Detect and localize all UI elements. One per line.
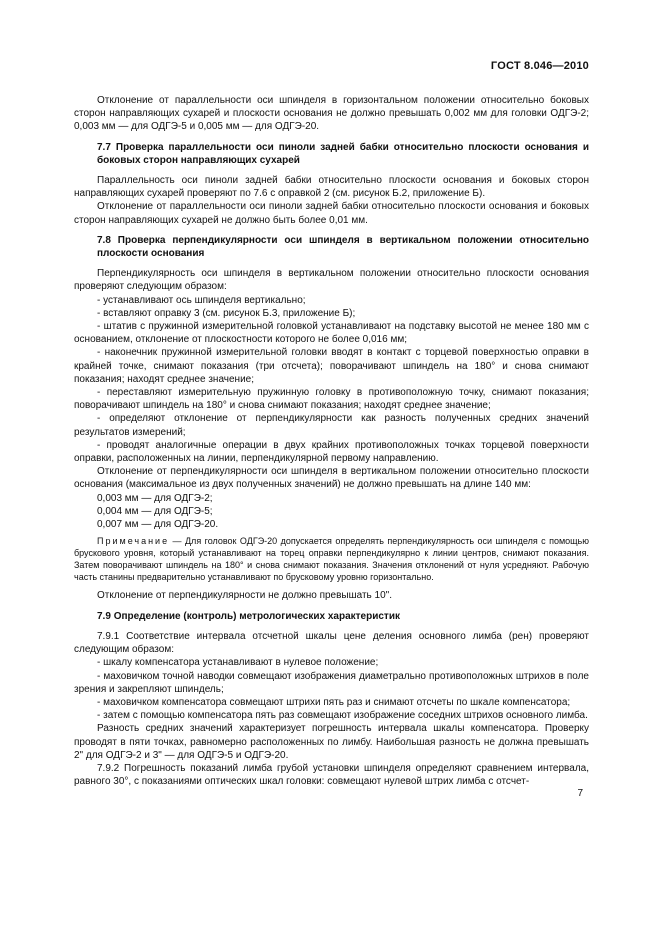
list-item: - затем с помощью компенсатора пять раз совмещают изображение соседних штрихов основного лимба. xyxy=(97,710,588,722)
section-title-text: Проверка параллельности оси пиноли задней бабки относительно плоскости основания и боковых сторон направляющих сухарей xyxy=(97,141,589,166)
section-title-text: Проверка перпендикулярности оси шпинделя в вертикальном положении относительно плоскости основания xyxy=(97,234,589,260)
paragraph: Отклонение от перпендикулярности оси шпинделя в вертикальном положении относительно плоскости основания (максимальное из двух полученных значений) не должно превышать на длине 140 мм: xyxy=(74,466,589,491)
paragraph: Отклонение от параллельности оси шпинделя в горизонтальном положении относительно боковых сторон направляющих сухарей и плоскости основания не должно превышать 0,002 мм для головки ОДГЭ-2; 0,003 мм — для ОДГЭ-5 и 0,005 мм — для ОДГЭ-20. xyxy=(74,95,589,133)
list-item: - проводят аналогичные операции в двух крайних противоположных точках торцевой поверхности оправки, расположенных на линии, перпендикулярной первому направлению. xyxy=(74,439,589,465)
note xyxy=(74,536,589,583)
paragraph: Параллельность оси пиноли задней бабки относительно плоскости основания и боковых сторон направляющих сухарей проверяют по 7.6 с оправкой 2 (см. рисунок Б.2, приложение Б). xyxy=(74,175,589,200)
standard-header: ГОСТ 8.046—2010 xyxy=(490,60,589,72)
section-title-text: Определение (контроль) метрологических характеристик xyxy=(113,610,400,622)
paragraph: Разность средних значений характеризует погрешность интервала шкалы компенсатора. Проверку проводят в пяти точках, равномерно расположенных по лимбу. Наибольшая разность не должна превышать 2" для ОДГЭ-2 и 3" — для ОДГЭ-5 и ОДГЭ-20. xyxy=(74,723,589,761)
note-label: Примечание xyxy=(97,536,170,547)
list-item: - наконечник пружинной измерительной головки вводят в контакт с торцевой поверхностью оправки в крайней точке, снимают показания (три отсчета); поворачивают шпиндель на 180° и снова снимают показания; находят среднее значение; xyxy=(74,347,589,385)
paragraph: 7.9.2 Погрешность показаний лимба грубой установки шпинделя определяют сравнением интервала, равного 30°, с показаниями оптических шкал головки: совмещают нулевой штрих лимба с отсчет- xyxy=(74,762,589,788)
list-item: - переставляют измерительную пружинную головку в противоположную точку, снимают показания; поворачивают шпиндель на 180° и снова снимают показания; находят среднее значение; xyxy=(74,387,589,412)
section-number: 7.9 xyxy=(97,610,111,622)
section-heading-7-9 xyxy=(74,610,589,623)
list-item: - маховичком компенсатора совмещают штрихи пять раз и снимают отсчеты по шкале компенсатора; xyxy=(97,696,571,708)
list-item: - вставляют оправку 3 (см. рисунок Б.3, приложение Б); xyxy=(97,307,356,319)
section-heading-7-7 xyxy=(74,141,589,167)
tolerance-value: 0,007 мм — для ОДГЭ-20. xyxy=(97,519,219,531)
section-number: 7.7 xyxy=(97,141,111,153)
tolerance-value: 0,003 мм — для ОДГЭ-2; xyxy=(97,492,213,504)
section-heading-7-8 xyxy=(74,234,589,260)
paragraph: 7.9.1 Соответствие интервала отсчетной шкалы цене деления основного лимба (рен) проверяют следующим образом: xyxy=(74,630,589,656)
document-body xyxy=(74,94,589,788)
page-number: 7 xyxy=(577,788,583,799)
list-item: - устанавливают ось шпинделя вертикально; xyxy=(97,294,306,306)
note-text: — Для головок ОДГЭ-20 допускается определять перпендикулярность оси шпинделя с помощью брускового уровня, который устанавливают на торец оправки перпендикулярно к линии центров, снимают показания. Затем поворачивают шпиндель на 180° и снова снимают показания. Значения отклонений от нуля усредняют. Рабочую часть станины предварительно устанавливают по брусковому уровню горизонтально. xyxy=(74,536,589,582)
paragraph: Перпендикулярность оси шпинделя в вертикальном положении относительно плоскости основания проверяют следующим образом: xyxy=(74,268,589,293)
list-item: - шкалу компенсатора устанавливают в нулевое положение; xyxy=(97,657,379,669)
paragraph: Отклонение от перпендикулярности не должно превышать 10". xyxy=(97,590,392,602)
list-item: - определяют отклонение от перпендикулярности как разность полученных средних значений результатов измерений; xyxy=(74,413,589,438)
section-number: 7.8 xyxy=(97,234,111,246)
paragraph: Отклонение от параллельности оси пиноли задней бабки относительно плоскости основания и боковых сторон направляющих сухарей не должно быть более 0,01 мм. xyxy=(74,201,589,226)
tolerance-value: 0,004 мм — для ОДГЭ-5; xyxy=(97,505,213,517)
list-item: - штатив с пружинной измерительной головкой устанавливают на подставку высотой не менее 180 мм с основанием, отклонение от плоскостности которого не более 0,016 мм; xyxy=(74,321,589,346)
list-item: - маховичком точной наводки совмещают изображения диаметрально противоположных штрихов в поле зрения и закрепляют шпиндель; xyxy=(74,670,589,695)
